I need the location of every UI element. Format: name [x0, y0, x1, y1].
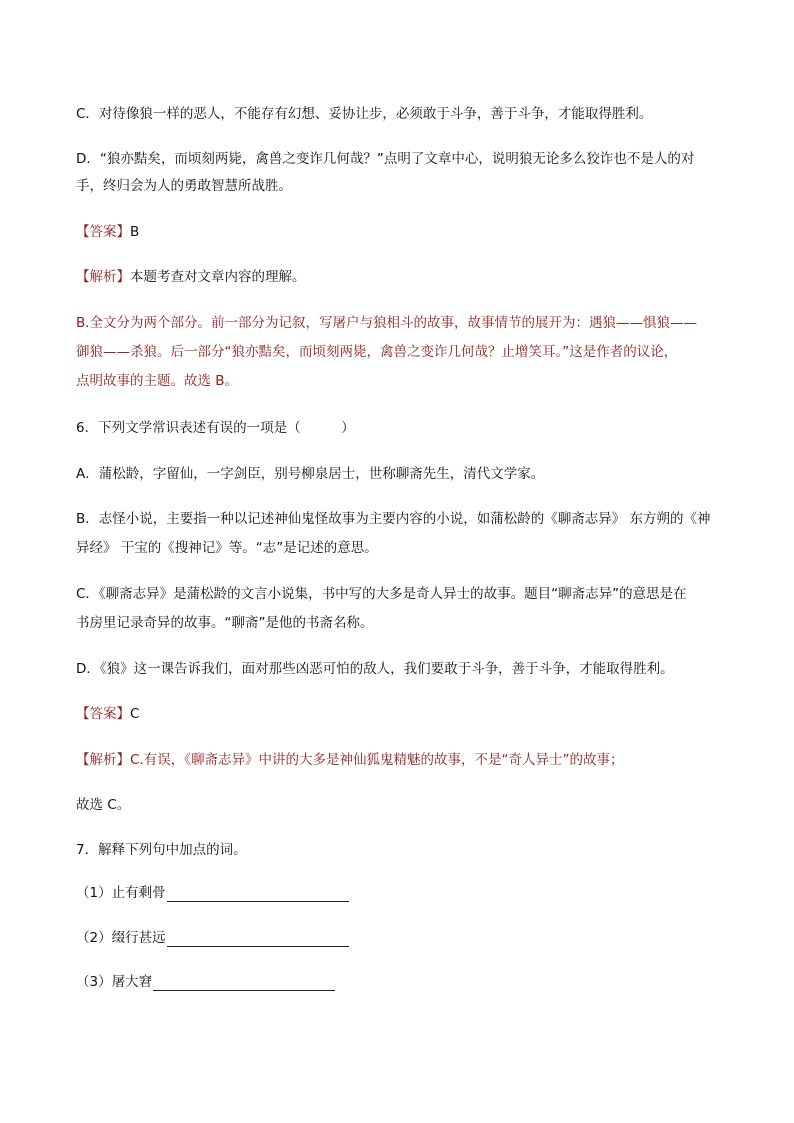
q5-option-c: C．对待像狼一样的恶人，不能存有幻想、妥协让步，必须敢于斗争，善于斗争，才能取得胜利。	[76, 106, 653, 122]
q5-option-d-line2: 手，终归会为人的勇敢智慧所战胜。	[76, 178, 292, 194]
q6-option-b-line2: 异经》 干宝的《搜神记》等。“志”是记述的意思。	[76, 540, 378, 556]
analysis-text: C.有误，《聊斋志异》中讲的大多是神仙狐鬼精魅的故事，不是“奇人异士”的故事；	[130, 752, 624, 768]
answer-value: B	[130, 224, 140, 240]
item-text: 缀行甚远	[111, 930, 166, 946]
q5-explanation-line3: 点明故事的主题。故选 B。	[76, 373, 239, 389]
q7-item	[76, 929, 720, 947]
q6-option-d: D．《狼》这一课告诉我们，面对那些凶恶可怕的敌人，我们要敢于斗争，善于斗争，才能取得胜利。	[76, 661, 674, 677]
analysis-tag: 【解析】	[76, 752, 130, 768]
q6-analysis	[76, 751, 720, 769]
q5-explanation-line2: 御狼——杀狼。后一部分“狼亦黠矣，而顷刻两毙，禽兽之变诈几何哉？止增笑耳。”这是作者的议论，	[76, 344, 678, 360]
item-text: 屠大窘	[111, 974, 153, 990]
answer-blank[interactable]	[167, 932, 349, 947]
item-text: 止有剩骨	[111, 885, 166, 901]
q6-question: 6．下列文学常识表述有误的一项是（ ）	[76, 420, 355, 436]
item-number: （1）	[76, 885, 112, 901]
q7-item	[76, 973, 720, 991]
q6-conclusion: 故选 C。	[76, 797, 131, 813]
q6-option-c-line2: 书房里记录奇异的故事。“聊斋”是他的书斋名称。	[76, 615, 374, 631]
q6-option-a: A．蒲松龄，字留仙，一字剑臣，别号柳泉居士，世称聊斋先生，清代文学家。	[76, 466, 545, 482]
answer-tag: 【答案】	[76, 224, 130, 240]
analysis-tag: 【解析】	[76, 269, 130, 285]
q5-analysis	[76, 268, 720, 286]
analysis-text: 本题考查对文章内容的理解。	[130, 269, 306, 285]
item-number: （2）	[76, 930, 112, 946]
q6-option-b-line1: B．志怪小说，主要指一种以记述神仙鬼怪故事为主要内容的小说，如蒲松龄的《聊斋志异》 东方朔的《神	[76, 511, 711, 527]
answer-blank[interactable]	[167, 887, 349, 902]
item-number: （3）	[76, 974, 112, 990]
q6-option-c-line1: C．《聊斋志异》是蒲松龄的文言小说集，书中写的大多是奇人异士的故事。题目“聊斋志异”的意思是在	[76, 586, 687, 602]
q6-answer	[76, 705, 720, 723]
q7-question: 7．解释下列句中加点的词。	[76, 842, 247, 858]
answer-value: C	[130, 706, 140, 722]
q5-option-d-line1: D．“狼亦黠矣，而顷刻两毙，禽兽之变诈几何哉？”点明了文章中心，说明狼无论多么狡诈也不是人的对	[76, 151, 695, 167]
q7-item	[76, 884, 720, 902]
answer-blank[interactable]	[153, 976, 335, 991]
q5-answer	[76, 223, 720, 241]
answer-tag: 【答案】	[76, 706, 130, 722]
q5-explanation-line1: B.全文分为两个部分。前一部分为记叙，写屠户与狼相斗的故事，故事情节的展开为：遇狼——惧狼——	[76, 315, 698, 331]
